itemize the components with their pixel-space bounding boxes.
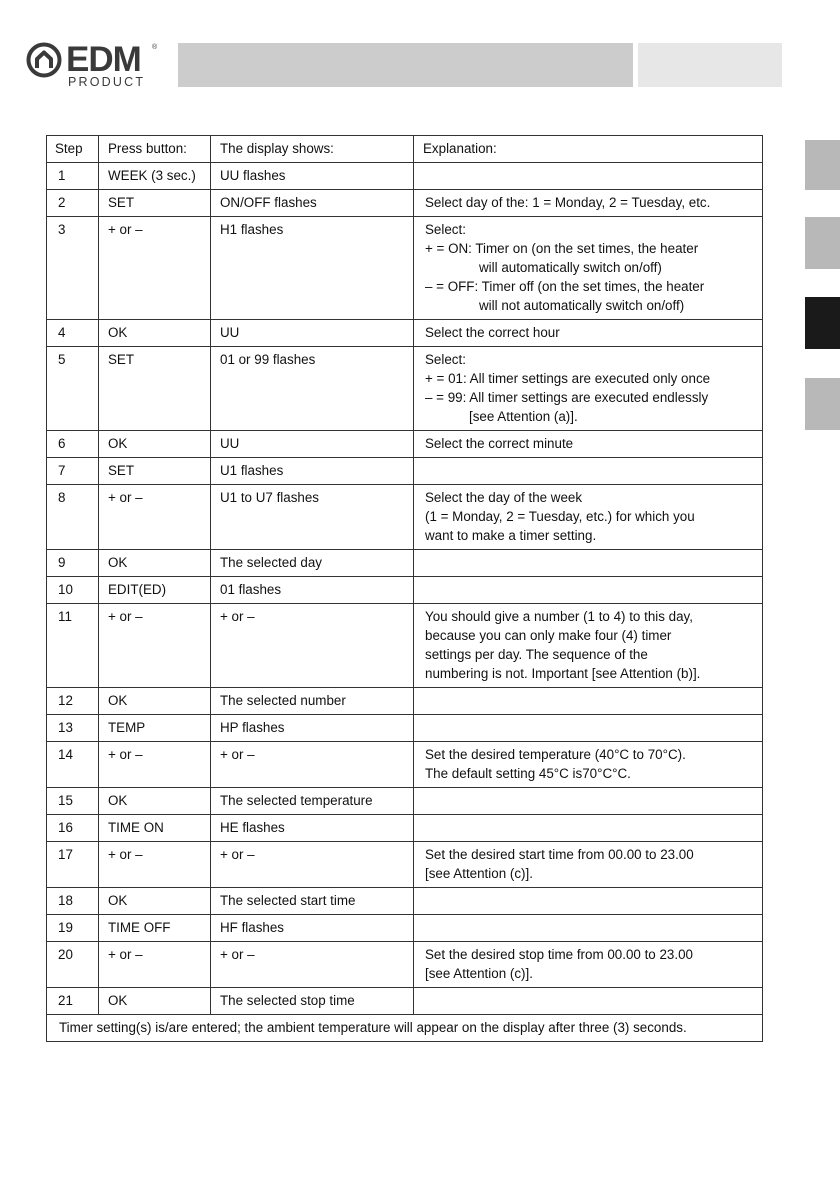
- press-button-cell: OK: [99, 788, 211, 815]
- display-cell: HP flashes: [211, 715, 414, 742]
- step-number: 14: [47, 742, 99, 788]
- display-cell: HF flashes: [211, 915, 414, 942]
- display-cell: + or –: [211, 842, 414, 888]
- step-number: 12: [47, 688, 99, 715]
- table-row: [47, 815, 763, 842]
- press-button-cell: WEEK (3 sec.): [99, 163, 211, 190]
- explanation-cell: [414, 788, 763, 815]
- step-number: 10: [47, 577, 99, 604]
- table-row: [47, 577, 763, 604]
- explanation-cell: [414, 842, 763, 888]
- table-row: [47, 604, 763, 688]
- logo-brand-text: EDM: [66, 40, 141, 79]
- display-cell: UU: [211, 320, 414, 347]
- edm-logo: [26, 40, 166, 90]
- press-button-cell: OK: [99, 688, 211, 715]
- table-row: [47, 942, 763, 988]
- header-step: Step: [47, 136, 99, 163]
- table-row: [47, 915, 763, 942]
- explanation-cell: [414, 715, 763, 742]
- explanation-cell: [414, 577, 763, 604]
- press-button-cell: OK: [99, 988, 211, 1015]
- explanation-line: – = 99: All timer settings are executed endlessly: [425, 390, 709, 405]
- table-row: [47, 217, 763, 320]
- display-cell: + or –: [211, 742, 414, 788]
- press-button-cell: SET: [99, 190, 211, 217]
- table-row: [47, 458, 763, 485]
- explanation-cell: [414, 163, 763, 190]
- explanation-line: numbering is not. Important [see Attention (b)].: [425, 666, 701, 681]
- explanation-line: Select:: [425, 222, 466, 237]
- press-button-cell: + or –: [99, 842, 211, 888]
- display-cell: The selected day: [211, 550, 414, 577]
- explanation-line: You should give a number (1 to 4) to this day,: [425, 609, 693, 624]
- display-cell: The selected temperature: [211, 788, 414, 815]
- display-cell: H1 flashes: [211, 217, 414, 320]
- table-row: [47, 163, 763, 190]
- press-button-cell: EDIT(ED): [99, 577, 211, 604]
- explanation-cell: [414, 458, 763, 485]
- explanation-cell: [414, 347, 763, 431]
- press-button-cell: SET: [99, 347, 211, 431]
- explanation-line: will automatically switch on/off): [479, 260, 662, 275]
- step-number: 3: [47, 217, 99, 320]
- explanation-cell: [414, 190, 763, 217]
- explanation-line: + = ON: Timer on (on the set times, the heater: [425, 241, 699, 256]
- explanation-cell: [414, 431, 763, 458]
- press-button-cell: OK: [99, 320, 211, 347]
- table-row: [47, 320, 763, 347]
- explanation-line: because you can only make four (4) timer: [425, 628, 672, 643]
- explanation-cell: [414, 485, 763, 550]
- table-row: [47, 347, 763, 431]
- display-cell: 01 or 99 flashes: [211, 347, 414, 431]
- press-button-cell: TIME OFF: [99, 915, 211, 942]
- step-number: 4: [47, 320, 99, 347]
- step-number: 16: [47, 815, 99, 842]
- table-row: [47, 888, 763, 915]
- step-number: 15: [47, 788, 99, 815]
- explanation-line: [see Attention (c)].: [425, 966, 533, 981]
- explanation-cell: [414, 604, 763, 688]
- header-side-bar: [638, 43, 782, 87]
- display-cell: + or –: [211, 942, 414, 988]
- table-row: [47, 842, 763, 888]
- table-row: [47, 485, 763, 550]
- explanation-line: Select:: [425, 352, 466, 367]
- press-button-cell: + or –: [99, 742, 211, 788]
- display-cell: 01 flashes: [211, 577, 414, 604]
- table-row: [47, 715, 763, 742]
- step-number: 21: [47, 988, 99, 1015]
- table-header-row: [47, 136, 763, 163]
- explanation-line: + = 01: All timer settings are executed only once: [425, 371, 711, 386]
- display-cell: + or –: [211, 604, 414, 688]
- explanation-cell: [414, 550, 763, 577]
- step-number: 2: [47, 190, 99, 217]
- press-button-cell: + or –: [99, 485, 211, 550]
- header-press-button: Press button:: [99, 136, 211, 163]
- table-row: [47, 550, 763, 577]
- step-number: 13: [47, 715, 99, 742]
- language-tab-active: [805, 297, 840, 349]
- display-cell: U1 flashes: [211, 458, 414, 485]
- explanation-cell: [414, 688, 763, 715]
- table-footer-row: [47, 1015, 763, 1042]
- explanation-line: settings per day. The sequence of the: [425, 647, 648, 662]
- press-button-cell: TEMP: [99, 715, 211, 742]
- display-cell: U1 to U7 flashes: [211, 485, 414, 550]
- header-explanation: Explanation:: [414, 136, 763, 163]
- press-button-cell: + or –: [99, 217, 211, 320]
- press-button-cell: + or –: [99, 604, 211, 688]
- explanation-line: Set the desired temperature (40°C to 70°C).: [425, 747, 686, 762]
- display-cell: HE flashes: [211, 815, 414, 842]
- language-tab-2: [805, 217, 840, 269]
- explanation-cell: [414, 888, 763, 915]
- table-row: [47, 190, 763, 217]
- display-cell: The selected number: [211, 688, 414, 715]
- explanation-line: will not automatically switch on/off): [479, 298, 685, 313]
- explanation-line: (1 = Monday, 2 = Tuesday, etc.) for which you: [425, 509, 695, 524]
- step-number: 9: [47, 550, 99, 577]
- step-number: 11: [47, 604, 99, 688]
- timer-setting-steps-table: [46, 135, 763, 1042]
- explanation-line: [see Attention (c)].: [425, 866, 533, 881]
- table-footer-note: Timer setting(s) is/are entered; the ambient temperature will appear on the display after three (3) seconds.: [47, 1015, 763, 1042]
- explanation-line: Set the desired stop time from 00.00 to 23.00: [425, 947, 693, 962]
- table-row: [47, 688, 763, 715]
- display-cell: UU flashes: [211, 163, 414, 190]
- explanation-cell: [414, 988, 763, 1015]
- explanation-line: Select day of the: 1 = Monday, 2 = Tuesday, etc.: [425, 195, 711, 210]
- step-number: 17: [47, 842, 99, 888]
- table-row: [47, 742, 763, 788]
- press-button-cell: OK: [99, 888, 211, 915]
- explanation-line: [see Attention (a)].: [469, 409, 578, 424]
- step-number: 18: [47, 888, 99, 915]
- table-row: [47, 988, 763, 1015]
- explanation-line: Select the correct hour: [425, 325, 560, 340]
- step-number: 5: [47, 347, 99, 431]
- display-cell: UU: [211, 431, 414, 458]
- house-logo-icon: [26, 42, 62, 78]
- display-cell: The selected stop time: [211, 988, 414, 1015]
- explanation-line: The default setting 45°C is70°C°C.: [425, 766, 631, 781]
- display-cell: The selected start time: [211, 888, 414, 915]
- explanation-line: Set the desired start time from 00.00 to 23.00: [425, 847, 694, 862]
- press-button-cell: OK: [99, 550, 211, 577]
- explanation-cell: [414, 915, 763, 942]
- explanation-cell: [414, 320, 763, 347]
- explanation-cell: [414, 942, 763, 988]
- table-row: [47, 431, 763, 458]
- language-tab-4: [805, 378, 840, 430]
- logo-product-text: PRODUCT: [68, 75, 146, 89]
- explanation-cell: [414, 742, 763, 788]
- header-display-shows: The display shows:: [211, 136, 414, 163]
- explanation-line: want to make a timer setting.: [425, 528, 597, 543]
- explanation-line: Select the correct minute: [425, 436, 574, 451]
- step-number: 1: [47, 163, 99, 190]
- explanation-cell: [414, 217, 763, 320]
- step-number: 6: [47, 431, 99, 458]
- header-title-bar: [178, 43, 633, 87]
- step-number: 8: [47, 485, 99, 550]
- press-button-cell: + or –: [99, 942, 211, 988]
- explanation-cell: [414, 815, 763, 842]
- press-button-cell: OK: [99, 431, 211, 458]
- explanation-line: Select the day of the week: [425, 490, 583, 505]
- explanation-line: – = OFF: Timer off (on the set times, the heater: [425, 279, 705, 294]
- table-row: [47, 788, 763, 815]
- registered-mark: ®: [152, 44, 158, 51]
- display-cell: ON/OFF flashes: [211, 190, 414, 217]
- step-number: 19: [47, 915, 99, 942]
- language-tab-1: [805, 140, 840, 190]
- step-number: 20: [47, 942, 99, 988]
- step-number: 7: [47, 458, 99, 485]
- press-button-cell: SET: [99, 458, 211, 485]
- press-button-cell: TIME ON: [99, 815, 211, 842]
